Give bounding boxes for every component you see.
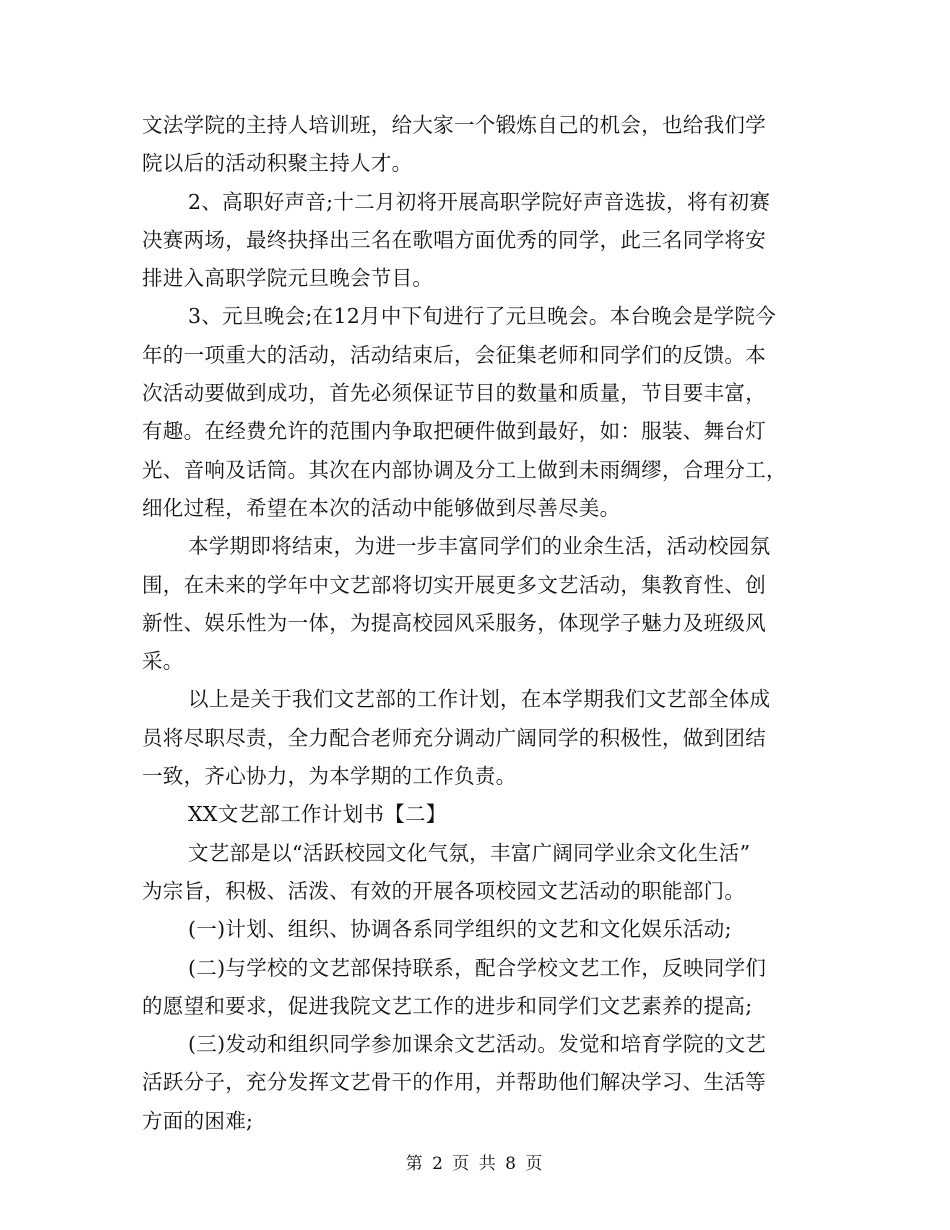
document-body: [142, 106, 812, 1140]
text-line: 决赛两场，最终抉择出三名在歌唱方面优秀的同学，此三名同学将安: [142, 227, 766, 252]
text-line: 次活动要做到成功，首先必须保证节目的数量和质量，节目要丰富，: [142, 381, 766, 406]
text-line: 排进入高职学院元旦晚会节目。: [142, 266, 434, 291]
text-line: 新性、娱乐性为一体，为提高校园风采服务，体现学子魅力及班级风: [142, 610, 766, 635]
text-line: 本学期即将结束，为进一步丰富同学们的业余生活，活动校园氛: [188, 534, 771, 559]
text-line: 院以后的活动积聚主持人才。: [142, 151, 413, 176]
text-line: (一)计划、组织、协调各系同学组织的文艺和文化娱乐活动;: [188, 917, 732, 942]
text-line: 的愿望和要求，促进我院文艺工作的进步和同学们文艺素养的提高;: [142, 993, 753, 1018]
text-line: 光、音响及话筒。其次在内部协调及分工上做到未雨绸缪，合理分工，: [142, 457, 787, 482]
text-line: 3、元旦晚会;在12月中下旬进行了元旦晚会。本台晚会是学院今: [188, 304, 777, 329]
text-line: (三)发动和组织同学参加课余文艺活动。发觉和培育学院的文艺: [188, 1032, 767, 1057]
text-line: 员将尽职尽责，全力配合老师充分调动广阔同学的积极性，做到团结: [142, 725, 766, 750]
text-line: 方面的困难;: [142, 1108, 254, 1133]
text-line: 有趣。在经费允许的范围内争取把硬件做到最好，如：服装、舞台灯: [142, 419, 766, 444]
text-line: 细化过程，希望在本次的活动中能够做到尽善尽美。: [142, 495, 621, 520]
text-line: 为宗旨，积极、活泼、有效的开展各项校园文艺活动的职能部门。: [142, 878, 746, 903]
text-line: XX文艺部工作计划书【二】: [188, 802, 447, 827]
text-line: 围，在未来的学年中文艺部将切实开展更多文艺活动，集教育性、创: [142, 572, 766, 597]
text-line: 年的一项重大的活动，活动结束后，会征集老师和同学们的反馈。本: [142, 342, 766, 367]
text-line: (二)与学校的文艺部保持联系，配合学校文艺工作，反映同学们: [188, 955, 767, 980]
page-number-footer: 第 2 页 共 8 页: [405, 1154, 545, 1174]
text-line: 活跃分子，充分发挥文艺骨干的作用，并帮助他们解决学习、生活等: [142, 1070, 766, 1095]
text-line: 文艺部是以“活跃校园文化气氛，丰富广阔同学业余文化生活”: [188, 840, 751, 865]
text-line: 以上是关于我们文艺部的工作计划，在本学期我们文艺部全体成: [188, 687, 771, 712]
text-line: 文法学院的主持人培训班，给大家一个锻炼自己的机会，也给我们学: [142, 113, 766, 137]
text-line: 采。: [142, 649, 184, 674]
text-line: 一致，齐心协力，为本学期的工作负责。: [142, 764, 517, 789]
text-line: 2、高职好声音;十二月初将开展高职学院好声音选拔，将有初赛: [188, 189, 771, 214]
